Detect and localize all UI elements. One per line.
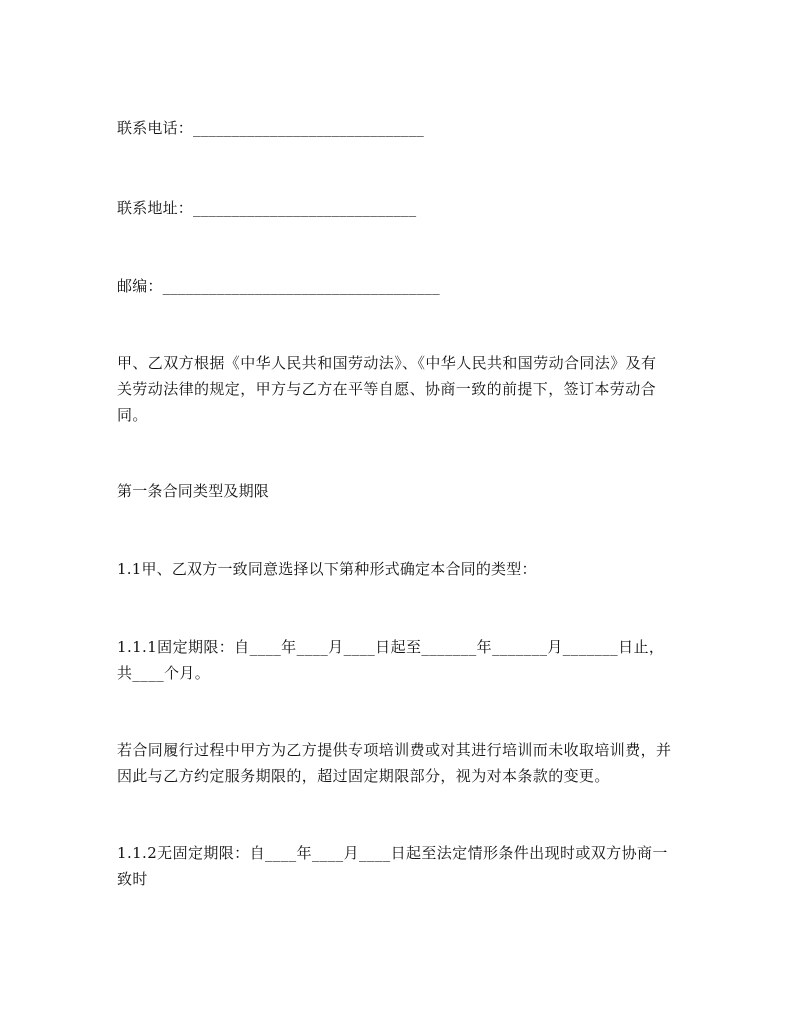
preamble-line: 同。	[117, 406, 148, 424]
clause-line: 1.1.1固定期限：自____年____月____日起至_______年_______月_______日止，	[117, 638, 665, 656]
preamble-line: 甲、乙双方根据《中华人民共和国劳动法》、《中华人民共和国劳动合同法》及有	[117, 354, 657, 372]
clause-1-1-2	[117, 840, 682, 892]
clause-line: 致时	[117, 870, 148, 888]
clause-line: 共____个月。	[117, 664, 211, 682]
paragraph-line: 因此与乙方约定服务期限的，超过固定期限部分，视为对本条款的变更。	[117, 767, 610, 785]
clause-line: 1.1.2无固定期限：自____年____月____日起至法定情形条件出现时或双方协商一	[117, 844, 668, 862]
paragraph-line: 若合同履行过程中甲方为乙方提供专项培训费或对其进行培训而未收取培训费，并	[117, 741, 672, 759]
postcode-field: 邮编：____________________________________	[117, 277, 440, 295]
clause-1-1-1	[117, 634, 682, 686]
preamble-paragraph	[117, 350, 682, 428]
contact-phone-field: 联系电话：______________________________	[117, 119, 425, 137]
preamble-line: 关劳动法律的规定，甲方与乙方在平等自愿、协商一致的前提下，签订本劳动合	[117, 380, 657, 398]
training-note-paragraph	[117, 737, 682, 789]
clause-1-1: 1.1甲、乙双方一致同意选择以下第种形式确定本合同的类型：	[117, 560, 537, 578]
article-1-heading: 第一条合同类型及期限	[117, 482, 270, 500]
contact-address-field: 联系地址：_____________________________	[117, 199, 417, 217]
